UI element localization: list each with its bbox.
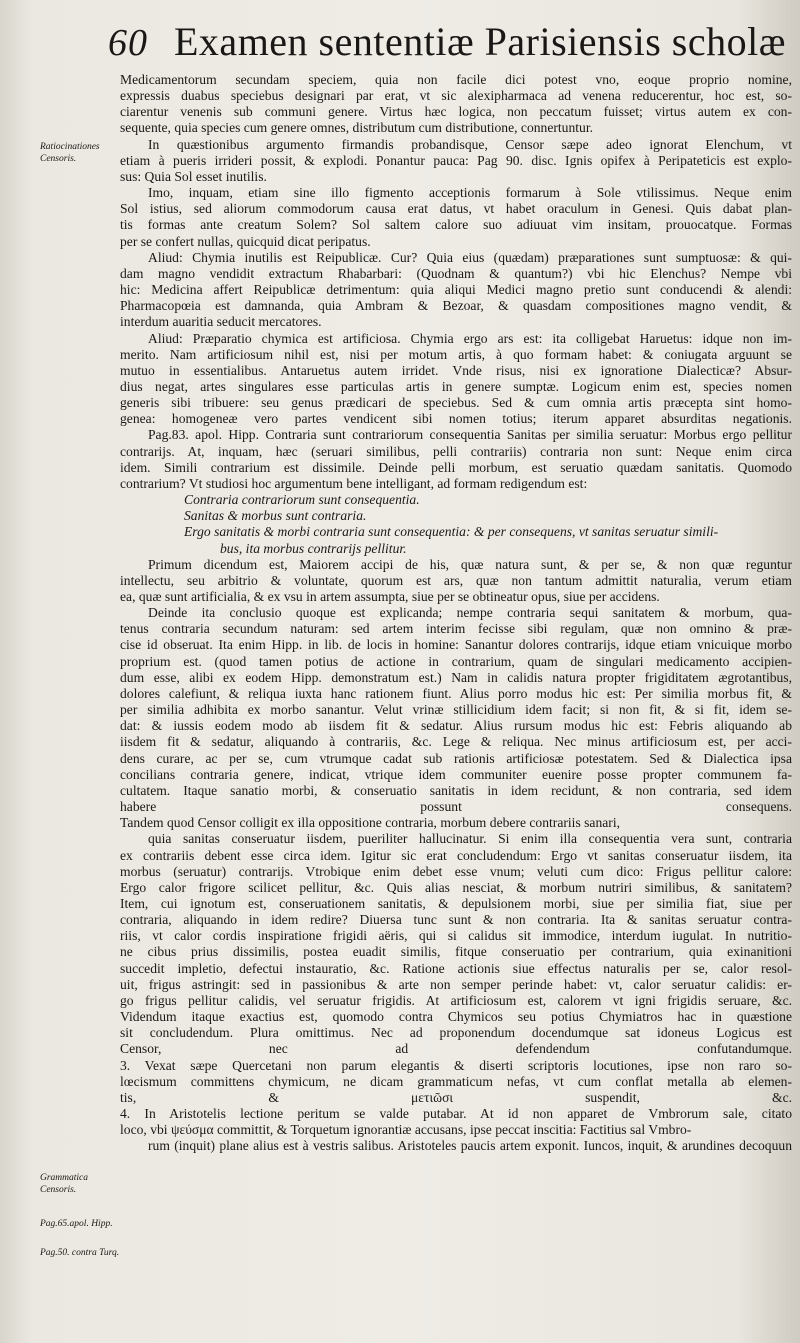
text-line: loco, vbi ψεύσμα committit, & Torquetum ignorantiæ accusans, ipse peccat inscitia: Factitius sal Vmbro- xyxy=(120,1122,692,1138)
marginal-note-ratiocinationes: Ratiocinationes Censoris. xyxy=(40,142,100,164)
text-line: sus: Quia Sol esset inutilis. xyxy=(120,168,267,184)
text-line: cise id obseruat. Ita enim Hipp. in lib. de locis in homine: Sanantur dolores contrarijs, idque etiam vnicuique morbo xyxy=(120,637,792,653)
text-line: hic: Medicina affert Reipublicæ detrimentum: quia aliqui Medici magno pretio sunt conducendi & alendi: xyxy=(120,282,792,298)
page-header xyxy=(108,18,790,74)
text-line: dam magno vendidit extractum Rhabarbari: (Quodnam & quantum?) vbi hic Elenchus? Nempe vbi xyxy=(120,265,792,281)
text-line: Aliud: Præparatio chymica est artificiosa. Chymia ergo ars est: ita colligebat Haruetus: idque non im- xyxy=(148,330,792,346)
text-line: ne cibus prius dissimilis, postea euadit similis, fitque conseruatio per contrarium, quia exinanitioni xyxy=(120,944,792,960)
text-line: dens curare, ac per se, cum vtrumque cadat sub rationis artificiosæ potestatem. Sed & Dialectica ipsa xyxy=(120,750,792,766)
text-line: concilians contraria genere, indicat, vtrique idem communiter euenire posse propter communem fa- xyxy=(120,766,792,782)
text-line: uit, frigus astringit: sed in passionibus & arte non semper perinde habet: vt, calor seruatur calidis: er- xyxy=(120,976,792,992)
text-line: 3. Vexat sæpe Quercetani non parum elegantis & diserti scriptoris locutiones, ipse non raro so- xyxy=(120,1057,792,1073)
text-line: per se confert nullas, quicquid dicat peripatus. xyxy=(120,233,371,249)
running-title: Examen sententiæ Parisiensis scholæ xyxy=(174,19,786,64)
marginal-note-grammatica: Grammatica Censoris. xyxy=(40,1173,89,1195)
text-line: Ergo calor frigore scilicet pellitur, &c. Quis alias nesciat, & morbum nutriri similibus, & sanitatem? xyxy=(120,879,792,895)
text-line: Contraria contrariorum sunt consequentia. xyxy=(184,492,420,508)
text-line: merito. Nam artificiosum nihil est, nisi per motum artis, à quo formam habet: & coniugata arguunt se xyxy=(120,346,792,362)
text-line: dum esse, alibi ex eodem Hipp. demonstratum est.) Nam in calidis natura propter frigiditatem ægrotantibus, xyxy=(120,669,792,685)
text-line: ciarentur venenis sub communi genere. Virtus hæc logica, non peccatum fuisset; virtus autem ex con- xyxy=(120,104,792,120)
text-line: Pag.83. apol. Hipp. Contraria sunt contrariorum consequentia Sanitas per similia seruatur: Morbus ergo pellitur xyxy=(148,427,792,443)
text-line: dat: & iussis eodem modo ab iisdem fit & sedatur. Alius rursum modus hic est: Febris aliquando ab xyxy=(120,718,792,734)
text-line: per similia adhibita ex morbo sanantur. Velut vrinæ stillicidium idem facit; si non fit, & si fit, idem se- xyxy=(120,702,792,718)
text-line: Pharmacopœia est damnanda, quia Ambram & Bezoar, & quasdam compositiones magno vendit, & xyxy=(120,298,792,314)
text-line: ea, quæ sunt artificialia, & ex vsu in artem assumpta, siue per se obtineatur opus, siue per accidens. xyxy=(120,589,660,604)
text-line: cultatem. Itaque sanatio morbi, & conseruatio sanitatis in idem recidunt, & non contraria, sed idem xyxy=(120,782,792,798)
text-line: Deinde ita conclusio quoque est explicanda; nempe contraria sequi sanitatem & morbum, qua- xyxy=(148,605,792,621)
text-line: intellectu, seu arbitrio & voluntate, quorum est ars, quæ non tantum admittit naturalia, verum etiam xyxy=(120,572,792,588)
text-line: Medicamentorum secundam speciem, quia non facile dici potest vno, eoque proprio nomine, xyxy=(120,72,792,87)
text-line: riis, vt calor cordis inspiratione frigidi aëris, qui si calidus sit immodice, interdum iugulat. In nutritio- xyxy=(120,928,792,944)
text-line: etiam à pueris irrideri possit, & explodi. Ponantur pauca: Pag 90. disc. Ignis opifex à Peripateticis est explo- xyxy=(120,152,792,168)
text-line: 4. In Aristotelis lectione peritum se valde putabar. At id non apparet de Vmbrorum sale, citato xyxy=(120,1106,792,1121)
text-line: Tandem quod Censor colligit ex illa oppositione contraria, morbum debere contrariis sanari, xyxy=(120,815,620,831)
text-line: lœcismum committens chymicum, ne dicam grammaticum nefas, vt cum conflat metalla ab elemen- xyxy=(120,1073,792,1089)
marginal-note-pag65: Pag.65.apol. Hipp. xyxy=(40,1219,113,1229)
text-line: contrarium? Vt studiosi hoc argumentum bene intelligant, ad formam redigendum est: xyxy=(120,475,588,491)
text-line: idem. Simili contrarium est dissimile. Deinde pelli morbum, est seruatio quædam sanitatis. Quomodo xyxy=(120,459,792,475)
text-line: habere possunt consequens. xyxy=(120,799,792,815)
page-number: 60 xyxy=(108,22,148,64)
text-line: tis, & μετιῶσι suspendit, &c. xyxy=(120,1089,792,1105)
text-line: ex contrariis debent esse circa idem. Igitur sic erat concludendum: Ergo vt sanitas conseruatur iisdem, ita xyxy=(120,847,792,863)
text-line: rum (inquit) plane alius est à vestris salibus. Aristoteles paucis artem exponit. Iuncos, inquit, & arundines decoquun xyxy=(148,1138,792,1154)
text-line: dolores calefiunt, & reliqua iuxta hanc rationem fiunt. Alius porro modus hic est: Per similia morbus fit, & xyxy=(120,685,792,701)
text-line: morbus (seruatur) contrarijs. Vtrobique enim debet esse vnum; veluti cum dico: Frigus pellitur calore: xyxy=(120,863,792,879)
text-line: Ergo sanitatis & morbi contraria sunt consequentia: & per consequens, vt sanitas seruatur simili- xyxy=(184,524,719,540)
text-line: Sanitas & morbus sunt contraria. xyxy=(184,508,367,524)
text-line: sit concludendum. Plura omittimus. Nec ad proponendum docendumque sat idoneus Logicus est xyxy=(120,1025,792,1041)
text-line: Primum dicendum est, Maiorem accipi de his, quæ natura sunt, & per se, & non quæ reguntur xyxy=(148,556,792,572)
text-line: contraria, aliquando in idem redire? Diuersa tunc sunt & non contraria. Ita & sanitas seruatur contra- xyxy=(120,912,792,928)
marginal-note-pag50: Pag.50. contra Turq. xyxy=(40,1248,120,1258)
text-line: Censor, nec ad defendendum confutandumque. xyxy=(120,1041,792,1057)
text-line: Sol istius, sed aliorum commodorum causa erat datus, vt habet oraculum in Genesi. Quis dabat plan- xyxy=(120,201,792,217)
text-line: iisdem fit & sedatur, aliquando à contrariis, &c. Lege & reliqua. Nec minus artificiosum est, per acci- xyxy=(120,734,792,750)
text-line: In quæstionibus argumento firmandis probandisque, Censor sæpe adeo ignorat Elenchum, vt xyxy=(148,136,792,152)
text-line: Imo, inquam, etiam sine illo figmento acceptionis formarum à Sole vtilissimus. Neque enim xyxy=(148,185,792,201)
text-line: mutuo in essentialibus. Antaruetus autem irridet. Vnde risus, nisi ex ignoratione Dialecticæ? Absur- xyxy=(120,362,792,378)
text-line: proprium est. (quod tamen potius de actione in contrarium, quam de singulari medicamento accipien- xyxy=(120,653,792,669)
text-line: Item, cui ignotum est, conseruationem sanitatis, & depulsionem morbi, siue per similia fiat, siue per xyxy=(120,895,792,911)
text-line: tis formas ante creatum Solem? Sol saltem calore suo adiuuat vim insitam, prouocatque. Formas xyxy=(120,217,792,233)
text-line: contrarijs. At, inquam, hæc (seruari similibus, pelli contrariis) contraria non sunt: Neque enim circa xyxy=(120,443,792,459)
text-line: sequente, quia species cum genere omnes, distributum cum distributione, connertuntur. xyxy=(120,120,594,136)
body-text xyxy=(120,72,792,1154)
text-line: quia sanitas conseruatur iisdem, pueriliter hallucinatur. Si enim illa consequentia vera sunt, contraria xyxy=(148,831,792,847)
text-line: interdum auaritia seducit mercatores. xyxy=(120,314,322,330)
text-line: expressis duabus speciebus designari par erat, vt sic alexipharmaca ad venena reducerentur, hoc est, so- xyxy=(120,88,792,104)
text-line: dius negat, artes singulares esse particulas artis in genere sumptæ. Logicum enim est, species nomen xyxy=(120,378,792,394)
text-line: go frigus pellitur calidis, vel seruatur frigidis. At artificiosum est, calorem vt igni frigidis seruare, &c. xyxy=(120,992,792,1008)
text-line: bus, ita morbus contrarijs pellitur. xyxy=(220,540,407,556)
text-line: genea: homogeneæ vero partes vendicent sibi nomen totius; iterum apparet absurditas negationis. xyxy=(120,411,792,427)
text-line: Videndum itaque exactius est, quomodo contra Chymicos seu potius Chymiatros hac in quæstione xyxy=(120,1009,792,1025)
text-line: generis sibi tribuere: seu genus prædicari de speciebus. Sed & cum omnia artis præcepta sint homo- xyxy=(120,395,792,411)
text-line: Aliud: Chymia inutilis est Reipublicæ. Cur? Quia eius (quædam) præparationes sunt sumptuosæ: & qui- xyxy=(148,249,792,265)
text-line: tenus contraria secundum naturam: sed artem interim fecisse sibi regulam, quæ non omnino & præ- xyxy=(120,621,792,637)
text-line: succedit impletio, defectui instauratio, &c. Ratione actionis siue effectus naturalis per se, calor resol- xyxy=(120,960,792,976)
